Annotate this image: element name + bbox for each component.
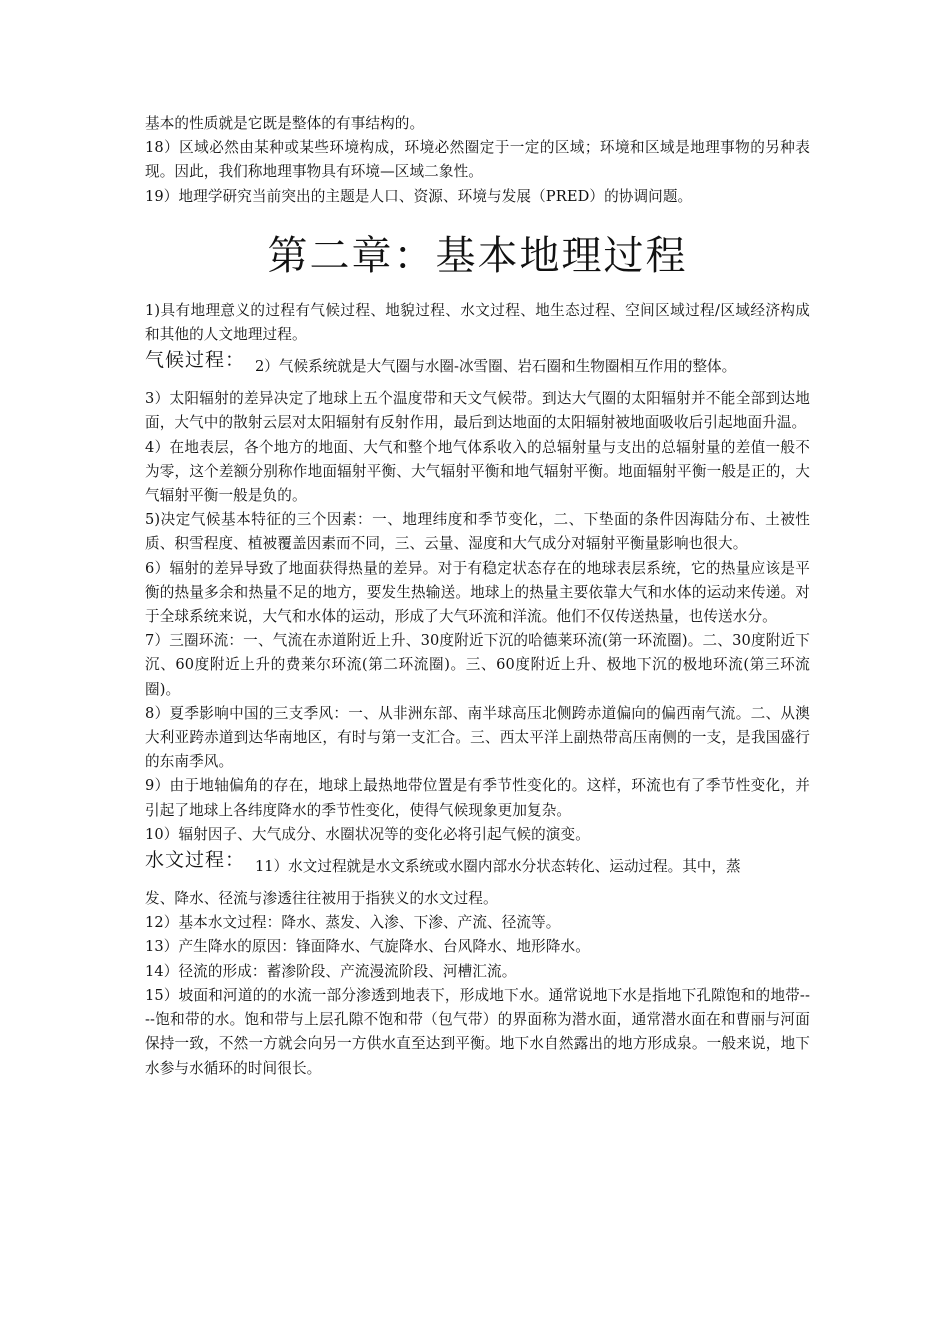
climate-paragraph-7: 7）三圈环流：一、气流在赤道附近上升、30度附近下沉的哈德莱环流(第一环流圈)。二、30度附近下沉、60度附近上升的费莱尔环流(第二环流圈)。三、60度附近上升、极地下沉的极地环流(第三环流圈)。 [145,632,810,698]
intro-paragraph-1: 基本的性质就是它既是整体的有事结构的。 [145,115,425,132]
hydro-paragraph-13: 13）产生降水的原因：锋面降水、气旋降水、台风降水、地形降水。 [145,938,590,956]
climate-paragraph-2: 2）气候系统就是大气圈与水圈-冰雪圈、岩石圈和生物圈相互作用的整体。 [255,358,737,376]
climate-paragraph-9: 9）由于地轴偏角的存在，地球上最热地带位置是有季节性变化的。这样，环流也有了季节性变化，并引起了地球上各纬度降水的季节性变化，使得气候现象更加复杂。 [145,777,810,819]
climate-paragraph-10: 10）辐射因子、大气成分、水圈状况等的变化必将引起气候的演变。 [145,825,590,843]
chapter-title: 第二章：基本地理过程 [267,232,688,279]
climate-paragraph-4: 4）在地表层，各个地方的地面、大气和整个地气体系收入的总辐射量与支出的总辐射量的差值一般不为零，这个差额分别称作地面辐射平衡、大气辐射平衡和地气辐射平衡。地面辐射平衡一般是正的，大气辐射平衡一般是负的。 [145,438,810,505]
hydro-section-heading: 水文过程： [145,849,246,872]
hydro-section-line [145,849,810,879]
intro-paragraph-18: 18）区域必然由某种或某些环境构成，环境必然圈定于一定的区域；环境和区域是地理事物的另种表现。因此，我们称地理事物具有环境—区域二象性。 [145,139,810,181]
hydro-paragraph-11-cont: 发、降水、径流与渗透往往被用于指狭义的水文过程。 [145,890,498,908]
intro-paragraph-19: 19）地理学研究当前突出的主题是人口、资源、环境与发展（PRED）的协调问题。 [145,187,693,205]
climate-paragraph-6: 6）辐射的差异导致了地面获得热量的差异。对于有稳定状态存在的地球表层系统，它的热量应该是平衡的热量多余和热量不足的地方，要发生热输送。地球上的热量主要依靠大气和水体的运动来传递。对于全球系统来说，大气和水体的运动，形成了大气环流和洋流。他们不仅传送热量，也传送水分。 [145,559,810,626]
item-paragraph-1: 1)具有地理意义的过程有气候过程、地貌过程、水文过程、地生态过程、空间区域过程/区域经济构成和其他的人文地理过程。 [145,301,810,344]
climate-paragraph-3: 3）太阳辐射的差异决定了地球上五个温度带和天文气候带。到达大气圈的太阳辐射并不能全部到达地面，大气中的散射云层对太阳辐射有反射作用，最后到达地面的太阳辐射被地面吸收后引起地面升温。 [145,390,810,432]
document-page [145,112,810,1081]
hydro-paragraph-15: 15）坡面和河道的的水流一部分渗透到地表下，形成地下水。通常说地下水是指地下孔隙饱和的地带----饱和带的水。饱和带与上层孔隙不饱和带（包气带）的界面称为潜水面，通常潜水面在和曹丽与河面保持一致，不然一方就会向另一方供水直至达到平衡。地下水自然露出的地方形成泉。一般来说，地下水参与水循环的时间很长。 [145,986,810,1077]
climate-section-heading: 气候过程： [145,349,246,372]
climate-section-line [145,349,810,379]
hydro-paragraph-14: 14）径流的形成：蓄渗阶段、产流漫流阶段、河槽汇流。 [145,962,517,980]
hydro-paragraph-12: 12）基本水文过程：降水、蒸发、入渗、下渗、产流、径流等。 [145,914,561,932]
hydro-paragraph-11: 11）水文过程就是水文系统或水圈内部水分状态转化、运动过程。其中，蒸 [255,857,741,875]
climate-paragraph-8: 8）夏季影响中国的三支季风：一、从非洲东部、南半球高压北侧跨赤道偏向的偏西南气流。二、从澳大利亚跨赤道到达华南地区，有时与第一支汇合。三、西太平洋上副热带高压南侧的一支，是我国盛行的东南季风。 [145,704,810,771]
climate-paragraph-5: 5)决定气候基本特征的三个因素：一、地理纬度和季节变化，二、下垫面的条件因海陆分布、土被性质、积雪程度、植被覆盖因素而不同，三、云量、湿度和大气成分对辐射平衡量影响也很大。 [145,511,810,553]
